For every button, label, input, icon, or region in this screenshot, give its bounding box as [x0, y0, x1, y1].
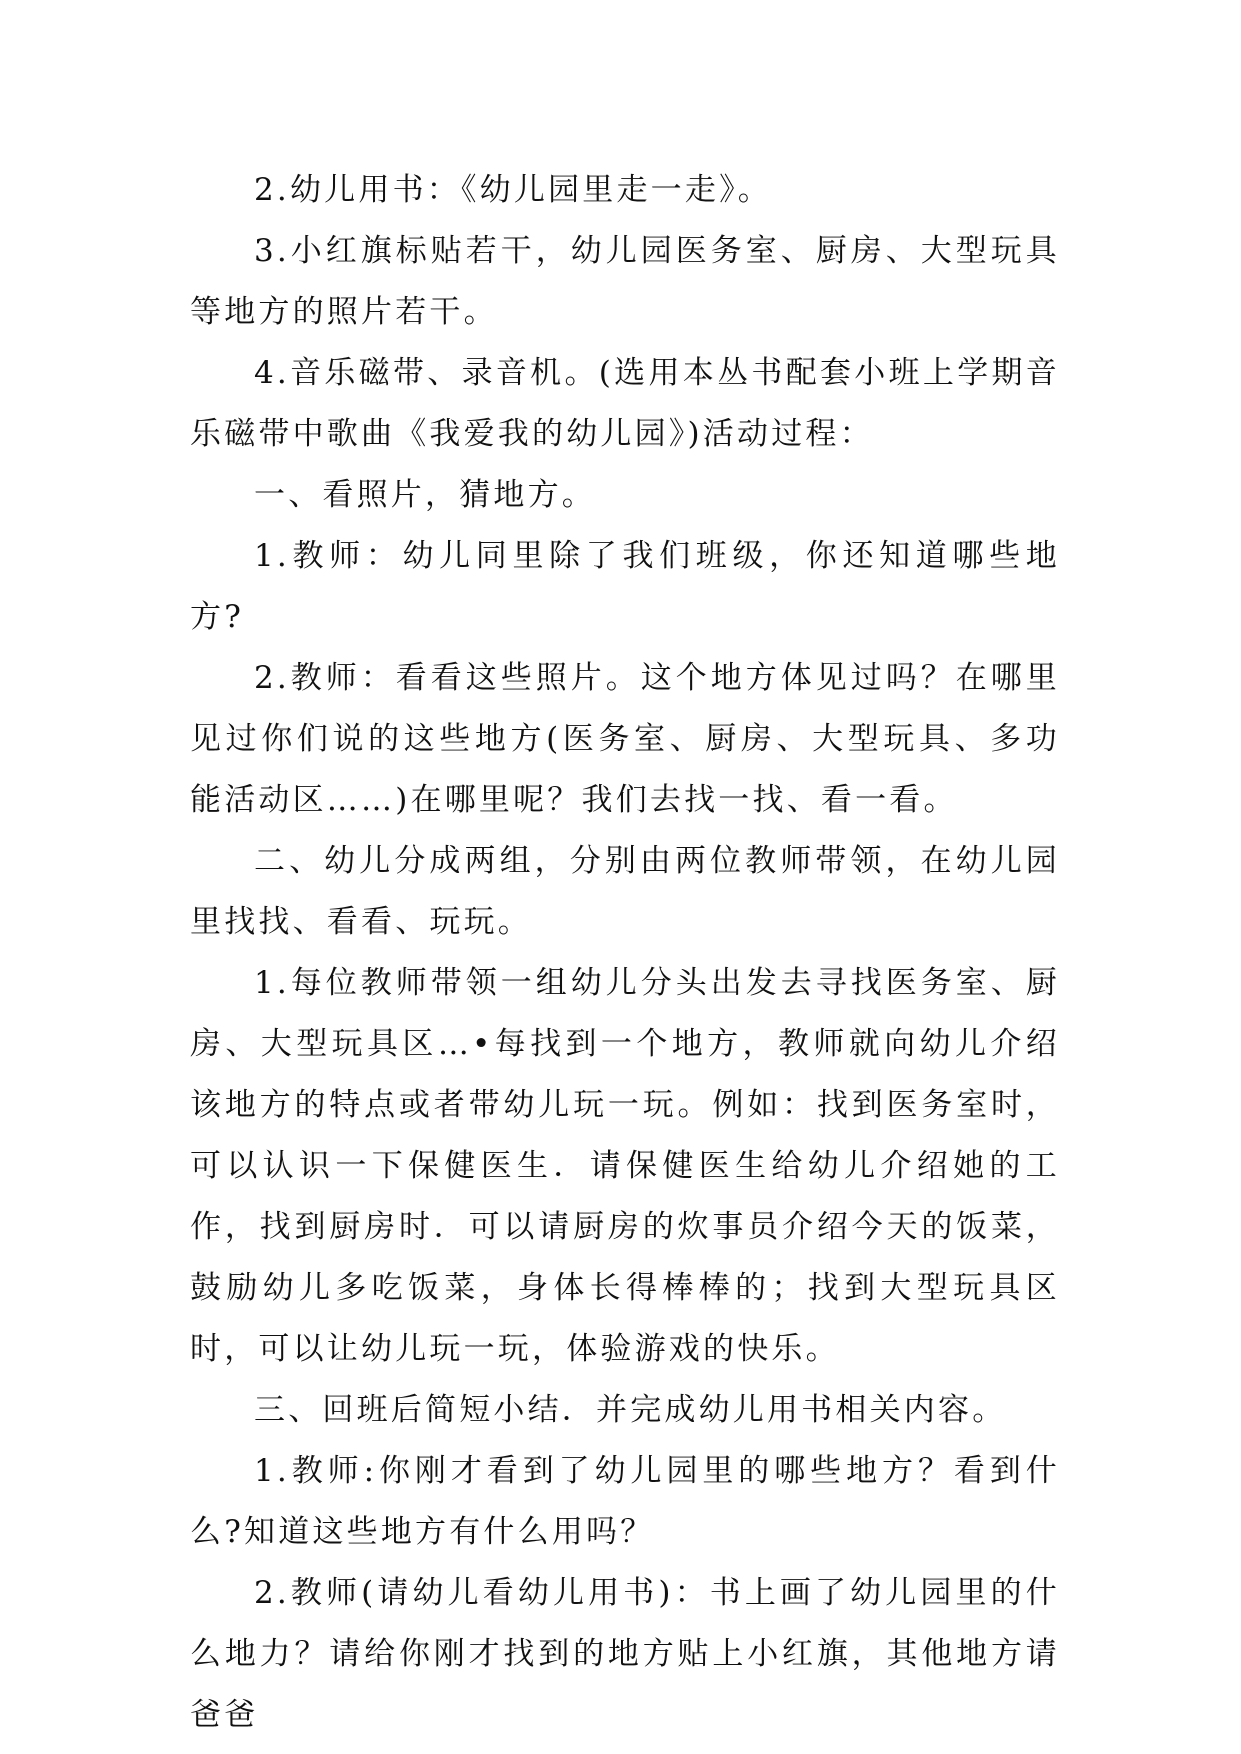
teacher-question-2: 2.教师：看看这些照片。这个地方体见过吗？在哪里见过你们说的这些地方(医务室、厨房、大型玩具、多功能活动区……)在哪里呢？我们去找一找、看一看。	[190, 660, 1060, 818]
paragraph-item-3: 3.小红旗标贴若干，幼儿园医务室、厨房、大型玩具等地方的照片若干。	[190, 233, 1060, 330]
summary-question-2: 2.教师(请幼儿看幼儿用书)：书上画了幼儿园里的什么地力？请给你刚才找到的地方贴上小红旗，其他地方请爸爸	[190, 1575, 1060, 1733]
section-heading-two: 二、幼儿分成两组，分别由两位教师带领，在幼儿园里找找、看看、玩玩。	[190, 843, 1060, 940]
teacher-question-1: 1.教师：幼儿同里除了我们班级，你还知道哪些地方?	[190, 538, 1060, 635]
activity-description: 1.每位教师带领一组幼儿分头出发去寻找医务室、厨房、大型玩具区…•每找到一个地方，教师就向幼儿介绍该地方的特点或者带幼儿玩一玩。例如：找到医务室时，可以认识一下保健医生．请保健医生给幼儿介绍她的工作，找到厨房时．可以请厨房的炊事员介绍今天的饭菜，鼓励幼儿多吃饭菜，身体长得棒棒的；找到大型玩具区时，可以让幼儿玩一玩，体验游戏的快乐。	[190, 965, 1060, 1367]
document-body	[190, 160, 1060, 1746]
section-heading-one: 一、看照片，猜地方。	[254, 477, 596, 513]
summary-question-1: 1.教师:你刚才看到了幼儿园里的哪些地方？看到什么?知道这些地方有什么用吗？	[190, 1453, 1060, 1550]
section-heading-three: 三、回班后简短小结．并完成幼儿用书相关内容。	[254, 1392, 1007, 1428]
paragraph-item-2: 2.幼儿用书：《幼儿园里走一走》。	[254, 172, 772, 208]
paragraph-item-4: 4.音乐磁带、录音机。(选用本丛书配套小班上学期音乐磁带中歌曲《我爱我的幼儿园》)活动过程：	[190, 355, 1060, 452]
